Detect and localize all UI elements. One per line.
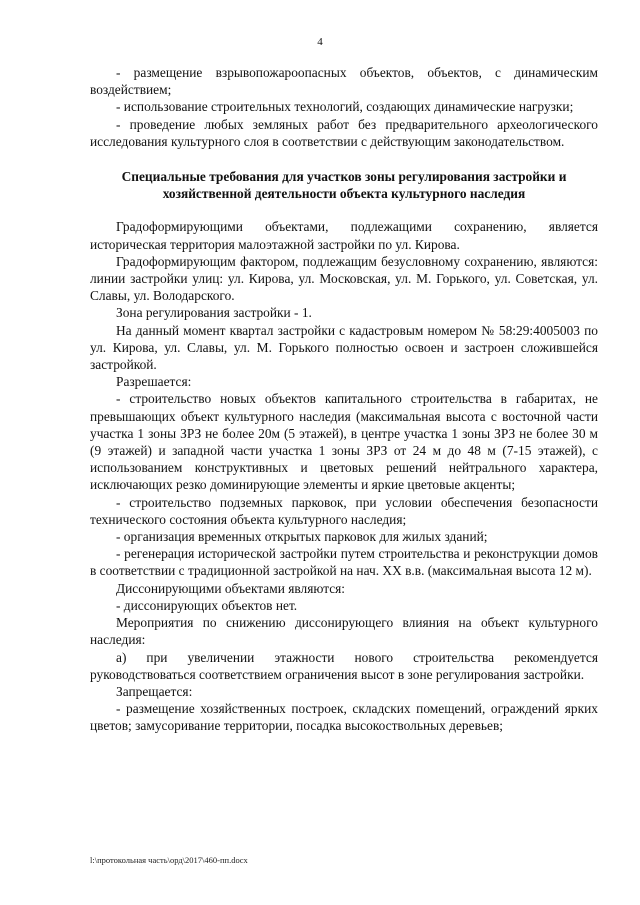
body-paragraph-8: - организация временных открытых парковок для жилых зданий; xyxy=(116,529,488,545)
body-paragraph-3: Зона регулирования застройки - 1. xyxy=(116,305,312,321)
intro-paragraph-2: - использование строительных технологий, создающих динамические нагрузки; xyxy=(116,99,574,115)
section-heading: Специальные требования для участков зоны регулирования застройки и хозяйственной деятельности объекта культурного наследия xyxy=(121,169,567,202)
body-paragraph-13: а) при увеличении этажности нового строительства рекомендуется руководствоваться соответствием ограничения высот в зоне регулирования застройки. xyxy=(90,649,598,682)
body-paragraph-5: Разрешается: xyxy=(116,374,192,390)
body-paragraph-10: Диссонирующими объектами являются: xyxy=(116,580,346,596)
body-paragraph-9: - регенерация исторической застройки путем строительства и реконструкции домов в соответствии с традиционной застройкой на нач. XX в.в. (максимальная высота 12 м). xyxy=(90,546,598,579)
body-paragraph-2: Градоформирующим фактором, подлежащим безусловному сохранению, являются: линии застройки улиц: ул. Кирова, ул. Московская, ул. М. Горького, ул. Советская, ул. Славы, ул. Володарского. xyxy=(90,253,598,304)
body-paragraph-4: На данный момент квартал застройки с кадастровым номером № 58:29:4005003 по ул. Кирова, ул. Славы, ул. М. Горького полностью освоен и застроен сложившейся застройкой. xyxy=(90,322,598,373)
intro-paragraph-3: - проведение любых земляных работ без предварительного археологического исследования культурного слоя в соответствии с действующим законодательством. xyxy=(90,116,598,149)
body-paragraph-7: - строительство подземных парковок, при условии обеспечения безопасности технического состояния объекта культурного наследия; xyxy=(90,494,598,527)
body-paragraph-12: Мероприятия по снижению диссонирующего влияния на объект культурного наследия: xyxy=(90,615,598,648)
body-paragraph-14: Запрещается: xyxy=(116,683,193,699)
footer-file-path: l:\протокольная часть\орд\2017\460-пп.docx xyxy=(90,855,248,865)
body-paragraph-1: Градоформирующими объектами, подлежащими сохранению, является историческая территория малоэтажной застройки по ул. Кирова. xyxy=(90,219,598,252)
body-paragraph-11: - диссонирующих объектов нет. xyxy=(116,597,298,613)
body-paragraph-15: - размещение хозяйственных построек, складских помещений, ограждений ярких цветов; замусоривание территории, посадка высокоствольных деревьев; xyxy=(90,701,598,734)
document-body xyxy=(90,64,598,735)
intro-paragraph-1: - размещение взрывопожароопасных объектов, объектов, с динамическим воздействием; xyxy=(90,65,598,98)
body-paragraph-6: - строительство новых объектов капитального строительства в габаритах, не превышающих объект культурного наследия (максимальная высота с восточной части участка 1 зоны ЗРЗ не более 20м (5 этажей), в центре участка 1 зоны ЗРЗ не более 30 м (9 этажей) и западной части участка 1 зоны ЗРЗ от 24 м до 48 м (7-15 этажей), с использованием конструктивных и цветовых решений нейтрального характера, исключающих резко доминирующие элементы и яркие цветовые акценты; xyxy=(90,391,598,493)
page-number: 4 xyxy=(317,36,323,48)
